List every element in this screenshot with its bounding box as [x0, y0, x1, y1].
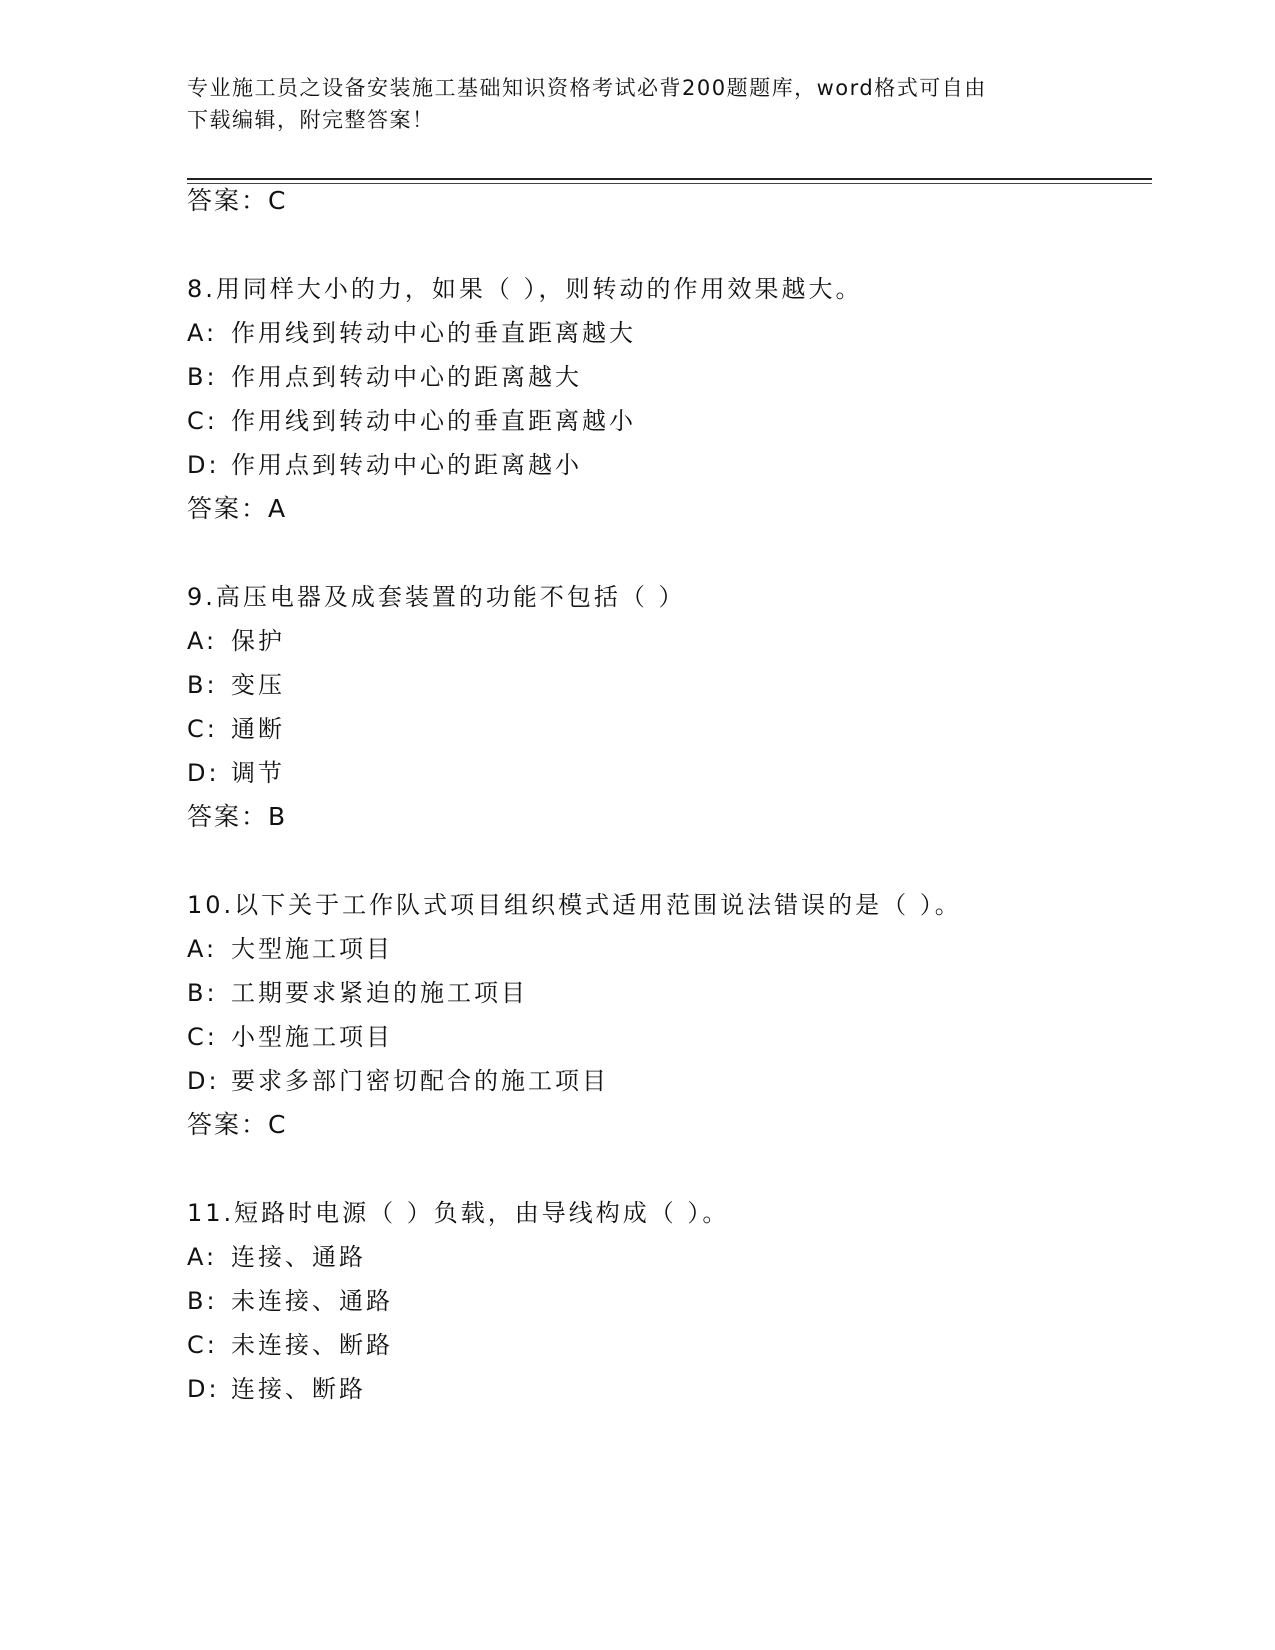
option-text: 调节: [231, 759, 285, 787]
question-10-option-a: [187, 932, 393, 966]
question-11-option-d: [187, 1372, 366, 1406]
option-text: 未连接、断路: [231, 1331, 393, 1359]
option-text: 要求多部门密切配合的施工项目: [231, 1067, 609, 1095]
question-10-option-d: [187, 1064, 609, 1098]
question-8-answer: 答案：A: [187, 494, 288, 523]
option-label: D:: [187, 759, 220, 787]
option-text: 变压: [231, 671, 285, 699]
question-10-answer: 答案：C: [187, 1110, 288, 1139]
option-label: B:: [187, 1287, 218, 1315]
question-10-stem: 10.以下关于工作队式项目组织模式适用范围说法错误的是（ ）。: [187, 891, 962, 919]
question-10-option-c: [187, 1020, 393, 1054]
option-label: B:: [187, 363, 218, 391]
option-text: 连接、断路: [231, 1375, 366, 1403]
option-text: 小型施工项目: [231, 1023, 393, 1051]
question-11-stem: 11.短路时电源（ ）负载，由导线构成（ ）。: [187, 1199, 730, 1227]
option-label: D:: [187, 1375, 220, 1403]
header-line-1: 专业施工员之设备安装施工基础知识资格考试必背200题题库，word格式可自由: [187, 76, 987, 100]
option-label: B:: [187, 979, 218, 1007]
option-label: C:: [187, 1023, 218, 1051]
option-text: 通断: [231, 715, 285, 743]
option-text: 未连接、通路: [231, 1287, 393, 1315]
header-rule-thin: [187, 183, 1152, 184]
question-8-stem: 8.用同样大小的力，如果（ ），则转动的作用效果越大。: [187, 275, 863, 303]
question-8-option-d: [187, 448, 582, 482]
option-label: A:: [187, 1243, 218, 1271]
option-text: 连接、通路: [231, 1243, 366, 1271]
question-9-answer: 答案：B: [187, 802, 288, 831]
option-text: 作用线到转动中心的垂直距离越小: [231, 407, 636, 435]
question-9-option-d: [187, 756, 285, 790]
header-rule-thick: [187, 178, 1152, 180]
option-label: A:: [187, 935, 218, 963]
option-text: 工期要求紧迫的施工项目: [231, 979, 528, 1007]
question-9-option-c: [187, 712, 285, 746]
document-header: [187, 72, 1067, 136]
option-label: A:: [187, 627, 218, 655]
question-8-option-a: [187, 316, 636, 350]
option-text: 保护: [231, 627, 285, 655]
question-11-option-c: [187, 1328, 393, 1362]
question-11-option-b: [187, 1284, 393, 1318]
question-11-option-a: [187, 1240, 366, 1274]
question-8-option-c: [187, 404, 636, 438]
option-label: D:: [187, 1067, 220, 1095]
question-10-option-b: [187, 976, 528, 1010]
question-9-option-a: [187, 624, 285, 658]
question-9-option-b: [187, 668, 285, 702]
question-9-stem: 9.高压电器及成套装置的功能不包括（ ）: [187, 583, 686, 611]
option-text: 大型施工项目: [231, 935, 393, 963]
option-text: 作用点到转动中心的距离越大: [231, 363, 582, 391]
question-8-option-b: [187, 360, 582, 394]
option-label: D:: [187, 451, 220, 479]
option-label: C:: [187, 1331, 218, 1359]
header-line-2: 下载编辑，附完整答案！: [187, 108, 435, 132]
option-label: A:: [187, 319, 218, 347]
option-label: C:: [187, 407, 218, 435]
option-label: C:: [187, 715, 218, 743]
option-text: 作用线到转动中心的垂直距离越大: [231, 319, 636, 347]
option-text: 作用点到转动中心的距离越小: [231, 451, 582, 479]
option-label: B:: [187, 671, 218, 699]
previous-answer: 答案：C: [187, 186, 288, 215]
